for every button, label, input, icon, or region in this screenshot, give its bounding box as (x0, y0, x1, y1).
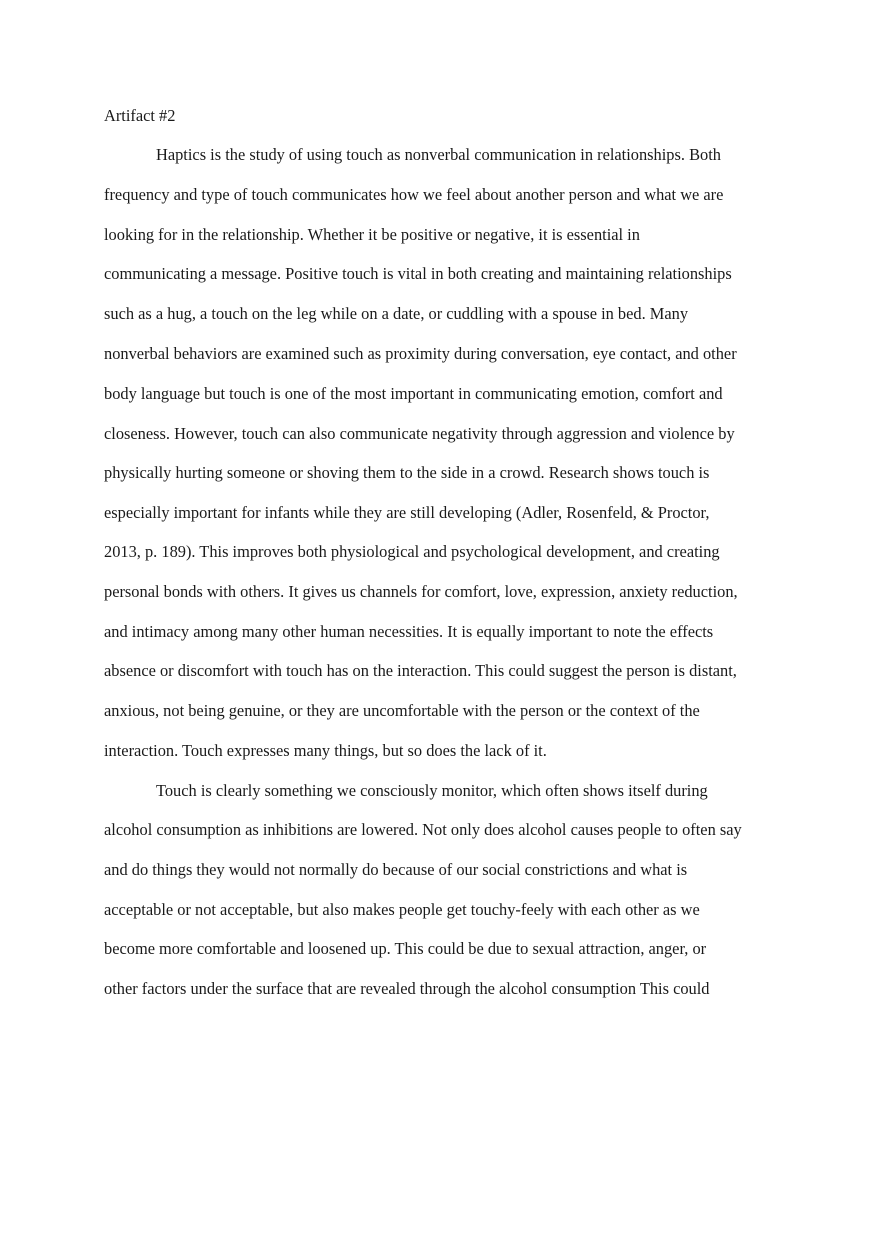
paragraph-1-line: Haptics is the study of using touch as nonverbal communication in relationships. Both (156, 145, 721, 164)
paragraph-2-line: and do things they would not normally do because of our social constrictions and what is (104, 860, 688, 879)
document-heading: Artifact #2 (104, 106, 176, 125)
paragraph-2-line: Touch is clearly something we consciously monitor, which often shows itself during (156, 781, 708, 800)
paragraph-2-line: become more comfortable and loosened up. This could be due to sexual attraction, anger, or (104, 939, 707, 958)
paragraph-1-line: such as a hug, a touch on the leg while on a date, or cuddling with a spouse in bed. Many (104, 304, 689, 323)
paragraph-1-line: anxious, not being genuine, or they are uncomfortable with the person or the context of the (104, 701, 700, 720)
paragraph-1-line: nonverbal behaviors are examined such as proximity during conversation, eye contact, and other (104, 344, 737, 363)
paragraph-1-line: looking for in the relationship. Whether it be positive or negative, it is essential in (104, 225, 640, 244)
paragraph-1-line: interaction. Touch expresses many things, but so does the lack of it. (104, 741, 547, 760)
paragraph-1-line: physically hurting someone or shoving them to the side in a crowd. Research shows touch is (104, 463, 710, 482)
paragraph-1-line: especially important for infants while they are still developing (Adler, Rosenfeld, & Proctor, (104, 503, 710, 522)
paragraph-1-line: absence or discomfort with touch has on the interaction. This could suggest the person is distant, (104, 661, 737, 680)
paragraph-1-line: and intimacy among many other human necessities. It is equally important to note the effects (104, 622, 714, 641)
paragraph-2-line: alcohol consumption as inhibitions are lowered. Not only does alcohol causes people to often say (104, 820, 742, 839)
paragraph-1-line: frequency and type of touch communicates how we feel about another person and what we are (104, 185, 724, 204)
paragraph-1-line: closeness. However, touch can also communicate negativity through aggression and violence by (104, 424, 735, 443)
paragraph-2-line: other factors under the surface that are revealed through the alcohol consumption This could (104, 979, 710, 998)
paragraph-1-line: body language but touch is one of the most important in communicating emotion, comfort and (104, 384, 723, 403)
paragraph-2-line: acceptable or not acceptable, but also makes people get touchy-feely with each other as we (104, 900, 700, 919)
paragraph-1-line: communicating a message. Positive touch is vital in both creating and maintaining relationships (104, 264, 732, 283)
paragraph-1-line: personal bonds with others. It gives us channels for comfort, love, expression, anxiety reduction, (104, 582, 738, 601)
paragraph-1-line: 2013, p. 189). This improves both physiological and psychological development, and creating (104, 542, 720, 561)
